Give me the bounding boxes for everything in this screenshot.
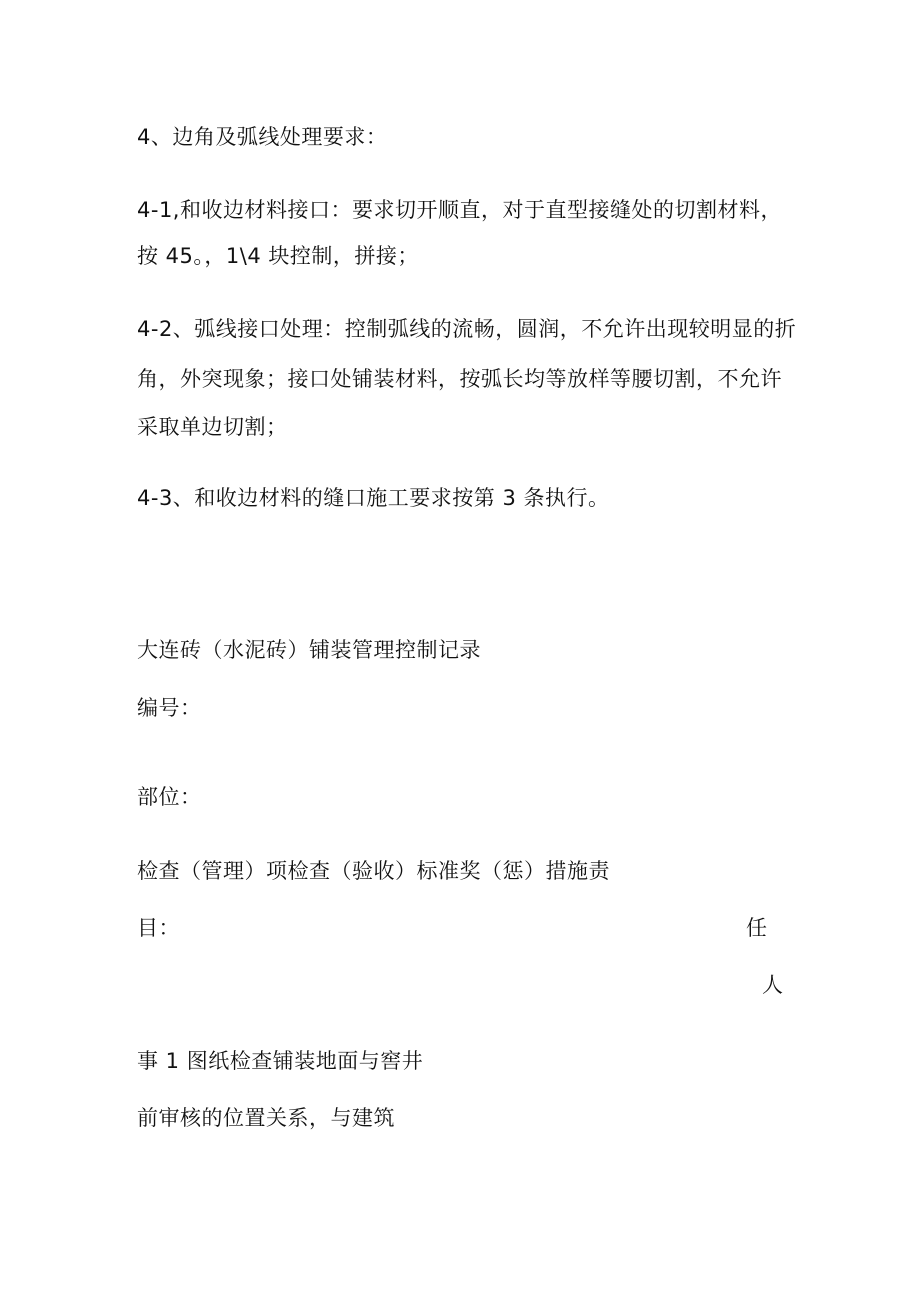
- item-4-3: 4-3、和收边材料的缝口施工要求按第 3 条执行。: [137, 486, 610, 510]
- item-4-2-line-2: 角，外突现象；接口处铺装材料，按弧长均等放样等腰切割，不允许: [137, 367, 782, 391]
- item-4-2-line-1: 4-2、弧线接口处理：控制弧线的流畅，圆润，不允许出现较明显的折: [137, 317, 797, 341]
- row-1-line-2: 前审核的位置关系，与建筑: [137, 1106, 395, 1130]
- item-4-1-line-1: 4-1,和收边材料接口：要求切开顺直，对于直型接缝处的切割材料，: [137, 198, 782, 222]
- responsible-char-1: 任: [746, 916, 767, 940]
- table-header-line-1: 检查（管理）项检查（验收）标准奖（惩）措施责: [137, 859, 610, 883]
- item-4-1-line-2: 按 45。，1\4 块控制，拼接；: [137, 244, 419, 268]
- position-label: 部位：: [137, 785, 202, 809]
- responsible-char-2: 人: [762, 973, 783, 997]
- item-4-2-line-3: 采取单边切割；: [137, 415, 288, 439]
- row-1-line-1: 事 1 图纸检查铺装地面与窖井: [137, 1049, 424, 1073]
- table-header-line-2: 目：: [137, 916, 180, 940]
- record-title: 大连砖（水泥砖）铺装管理控制记录: [137, 638, 481, 662]
- section-4-heading: 4、边角及弧线处理要求：: [137, 125, 388, 149]
- number-label: 编号：: [137, 696, 202, 720]
